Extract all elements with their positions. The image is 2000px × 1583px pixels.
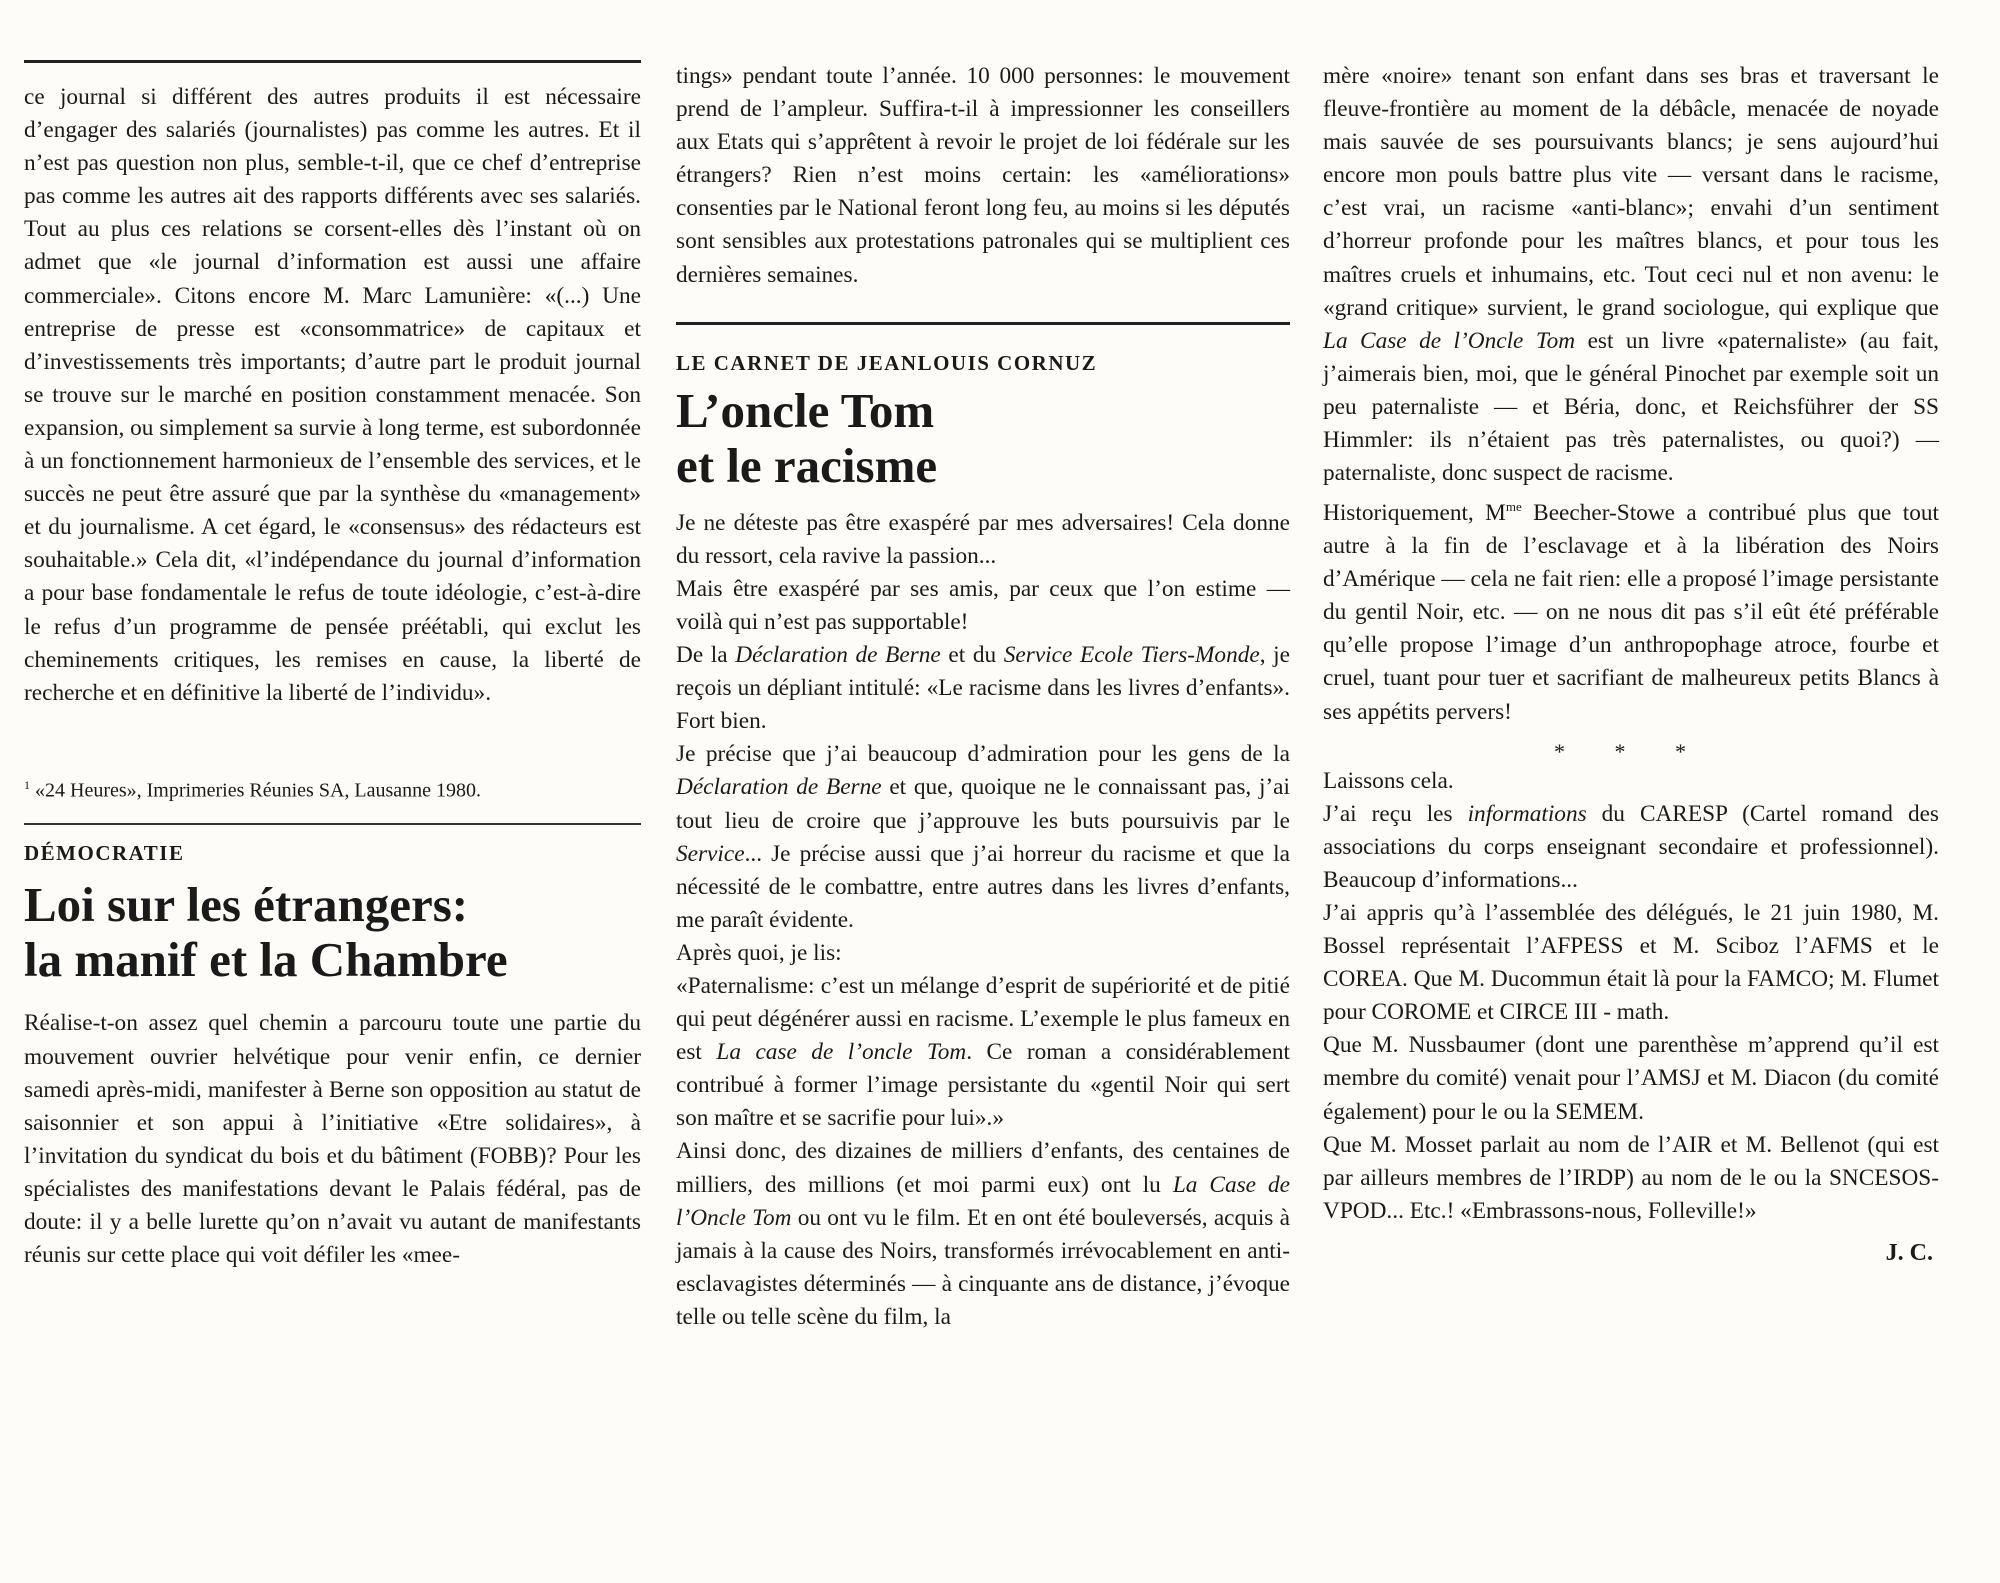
headline-line-2: et le racisme: [676, 437, 938, 493]
headline-line-1: Loi sur les étrangers:: [24, 877, 469, 933]
paragraph: Que M. Mosset parlait au nom de l’AIR et M. Bellenot (qui est par ailleurs membres de l’IRDP) au nom de le ou la SNCESOS-VPOD... Etc.! «Embrassons-nous, Folleville!»: [1323, 1131, 1939, 1224]
paragraph: De la Déclaration de Berne et du Service Ecole Tiers-Monde, je reçois un dépliant intitulé: «Le racisme dans les livres d’enfants». Fort bien.: [676, 642, 1290, 735]
paragraph: Ainsi donc, des dizaines de milliers d’enfants, des centaines de milliers, des millions (et moi parmi eux) ont lu La Case de l’Oncle Tom ou ont vu le film. Et en ont été bouleversés, acquis à jamais à la cause des Noirs, transformés irrévocablement en anti-esclavagistes déterminés — à cinquante ans de distance, j’évoque telle ou telle scène du film, la: [676, 1138, 1290, 1330]
article-headline: [24, 877, 641, 987]
author-signature: J. C.: [1885, 1239, 1933, 1266]
top-rule: [24, 60, 641, 63]
article-body: [676, 507, 1290, 1334]
column-left: [24, 0, 641, 1272]
paragraph: J’ai reçu les informations du CARESP (Cartel romand des associations du corps enseignant secondaire et professionnel). Beaucoup d’informations...: [1323, 800, 1940, 893]
article-body: Réalise-t-on assez quel chemin a parcouru toute une partie du mouvement ouvrier helvétique pour venir enfin, ce dernier samedi après-midi, manifester à Berne son opposition au statut de saisonnier et son appui à l’initiative «Etre solidaires», à l’invitation du syndicat du bois et du bâtiment (FOBB)? Pour les spécialistes des manifestations devant le Palais fédéral, pas de doute: il y a belle lurette qu’on n’avait vu autant de manifestants réunis sur cette place qui voit défiler les «mee-: [24, 1010, 641, 1269]
paragraph: Que M. Nussbaumer (dont une parenthèse m’apprend qu’il est membre du comité) venait pour l’AMSJ et M. Diacon (du comité également) pour le ou la SEMEM.: [1323, 1032, 1939, 1125]
paragraph: Après quoi, je lis:: [676, 939, 842, 966]
italic-title: Service Ecole Tiers-Monde: [1003, 642, 1260, 669]
italic-title: informations: [1467, 800, 1587, 827]
article-continuation-text: tings» pendant toute l’année. 10 000 personnes: le mouvement prend de l’ampleur. Suffira-t-il à impressionner les conseillers aux Etats qui s’apprêtent à revoir le projet de loi fédérale sur les étrangers? Rien n’est moins certain: les «améliorations» consenties par le National feront long feu, au moins si les députés sont sensibles aux protestations patronales qui se multiplient ces dernières semaines.: [676, 63, 1290, 288]
footnote-text: «24 Heures», Imprimeries Réunies SA, Lausanne 1980.: [35, 779, 482, 802]
paragraph: Je ne déteste pas être exaspéré par mes adversaires! Cela donne du ressort, cela ravive la passion...: [676, 509, 1290, 569]
article-body: [1323, 60, 1939, 1268]
italic-title: Déclaration de Berne: [735, 642, 941, 669]
footnote-marker: 1: [24, 777, 30, 792]
paragraph: «Paternalisme: c’est un mélange d’esprit de supériorité et de pitié qui peut dégénérer aussi en racisme. L’exemple le plus fameux en est La case de l’oncle Tom. Ce roman a considérablement contribué à former l’image persistante du «gentil Noir qui sert son maître et se sacrifie pour lui».»: [676, 972, 1290, 1132]
section-break-stars: * * *: [1554, 738, 1708, 764]
article-headline: [676, 383, 1290, 493]
italic-title: La case de l’oncle Tom: [716, 1039, 967, 1066]
italic-title: Déclaration de Berne: [676, 774, 882, 801]
italic-title: Service: [676, 840, 745, 867]
section-kicker: LE CARNET DE JEANLOUIS CORNUZ: [676, 350, 1098, 375]
column-middle: [676, 0, 1290, 1334]
paragraph: Laissons cela.: [1323, 767, 1454, 794]
italic-title: La Case de l’Oncle Tom: [1323, 327, 1576, 354]
paragraph: Mais être exaspéré par ses amis, par ceux que l’on estime — voilà qui n’est pas supportable!: [676, 575, 1290, 635]
column-right: [1323, 0, 1939, 1268]
section-rule: [676, 322, 1290, 325]
paragraph: J’ai appris qu’à l’assemblée des délégués, le 21 juin 1980, M. Bossel représentait l’AFPESS et M. Sciboz l’AFMS et le COREA. Que M. Ducommun était là pour la FAMCO; M. Flumet pour COROME et CIRCE III - math.: [1323, 900, 1939, 1026]
paragraph: Je précise que j’ai beaucoup d’admiration pour les gens de la Déclaration de Berne et que, quoique ne le connaissant pas, j’ai tout lieu de croire que j’approuve les buts poursuivis par le Service... Je précise aussi que j’ai horreur du racisme et que la nécessité de le combattre, entre autres dans les livres d’enfants, me paraît évidente.: [676, 741, 1290, 933]
footnote: [24, 770, 641, 806]
headline-line-2: la manif et la Chambre: [24, 932, 508, 988]
paragraph: mère «noire» tenant son enfant dans ses bras et traversant le fleuve-frontière au moment de la débâcle, menacée de noyade mais sauvée de ses poursuivants blancs; je sens aujourd’hui encore mon pouls battre plus vite — versant dans le racisme, c’est vrai, un racisme «anti-blanc»; envahi d’un sentiment d’horreur profonde pour les maîtres blancs, et pour tous les maîtres cruels et inhumains, etc. Tout ceci nul et non avenu: le «grand critique» survient, le grand sociologue, qui explique que La Case de l’Oncle Tom est un livre «paternaliste» (au fait, j’aimerais bien, moi, que le général Pinochet par exemple soit un peu paternaliste — et Béria, donc, et Reichsführer der SS Himmler: ils n’étaient pas très paternalistes, ou quoi?) — paternaliste, donc suspect de racisme.: [1323, 63, 1939, 487]
headline-line-1: L’oncle Tom: [676, 382, 935, 438]
article-continuation-text: ce journal si différent des autres produits il est nécessaire d’engager des salariés (journalistes) pas comme les autres. Et il n’est pas question non plus, semble-t-il, que ce chef d’entreprise pas comme les autres ait des rapports différents avec ses salariés. Tout au plus ces relations se corsent-elles dès l’instant où on admet que «le journal d’information est aussi une affaire commerciale». Citons encore M. Marc Lamunière: «(...) Une entreprise de presse est «consommatrice» de capitaux et d’investissements très importants; d’autre part le produit journal se trouve sur le marché en position constamment menacée. Son expansion, ou simplement sa survie à long terme, est subordonnée à un fonctionnement harmonieux de l’ensemble des services, et le succès ne peut être assuré que par la synthèse du «management» et du journalisme. A cet égard, le «consensus» des rédacteurs est souhaitable.» Cela dit, «l’indépendance du journal d’information a pour base fondamentale le refus de toute idéologie, c’est-à-dire le refus d’un programme de pensée préétabli, qui exclut les cheminements critiques, les remises en cause, la liberté de recherche et en définitive la liberté de l’individu».: [24, 84, 641, 706]
section-kicker: DÉMOCRATIE: [24, 841, 185, 866]
section-rule: [24, 823, 641, 825]
paragraph: Historiquement, $M^{me}$ Beecher-Stowe a contribué plus que tout autre à la fin de l’esclavage et à la libération des Noirs d’Amérique — cela ne fait rien: elle a proposé l’image persistante du gentil Noir, etc. — on ne nous dit pas s’il eût été préférable qu’elle propose l’image d’un anthropophage atroce, fourbe et cruel, tuant pour tuer et sacrifiant de malheureux petits Blancs à ses appétits pervers!: [1323, 499, 1939, 725]
italic-title: La Case de l’Oncle Tom: [676, 1171, 1290, 1231]
